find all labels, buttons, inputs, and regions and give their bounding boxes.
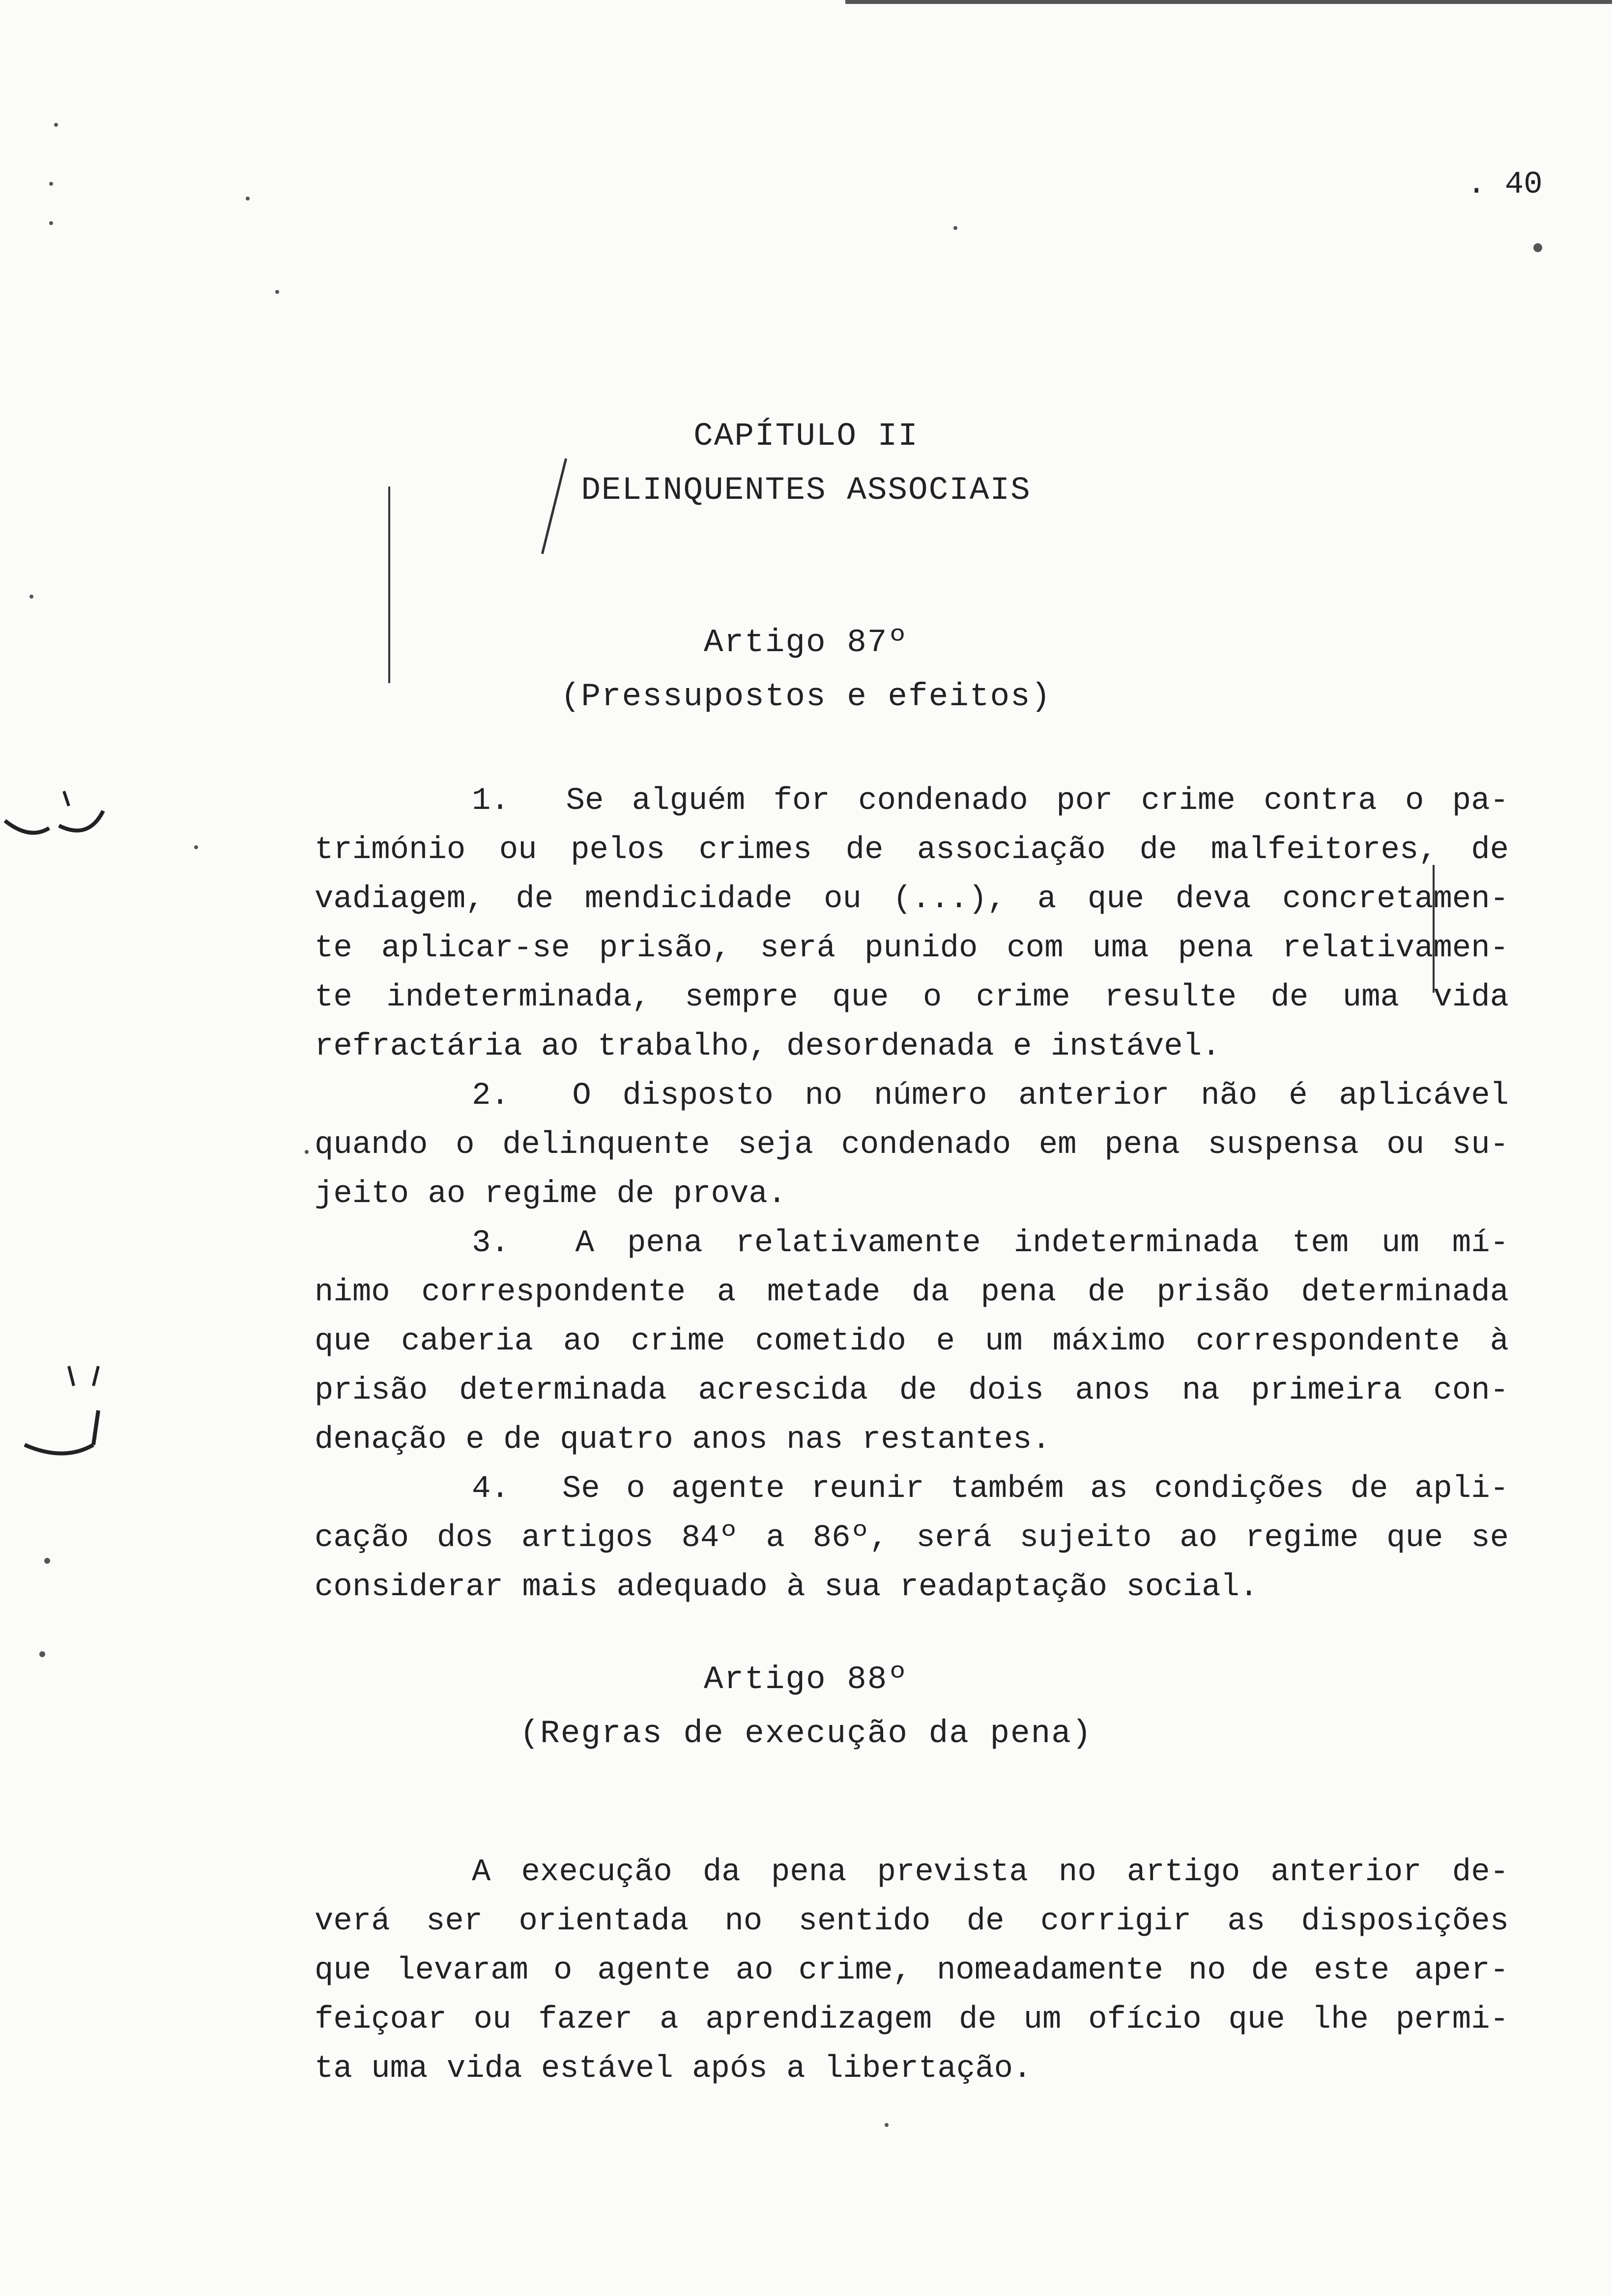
chapter-subtitle: DELINQUENTES ASSOCIAIS xyxy=(581,472,1031,509)
article-88-line: verá ser orientada no sentido de corrigir as disposições xyxy=(315,1904,1509,1939)
article-87-line: refractária ao trabalho, desordenada e instável. xyxy=(315,1029,1221,1064)
scan-speck xyxy=(54,123,58,127)
article-87-line: trimónio ou pelos crimes de associação de malfeitores, de xyxy=(315,832,1509,868)
scan-speck xyxy=(49,182,53,186)
article-87-line: te aplicar-se prisão, será punido com uma pena relativamen- xyxy=(315,931,1509,966)
scan-speck xyxy=(305,1150,309,1154)
scan-speck xyxy=(885,2123,889,2127)
article-87-title: Artigo 87º xyxy=(703,624,909,661)
article-87-line: jeito ao regime de prova. xyxy=(315,1177,787,1212)
scan-speck xyxy=(29,595,33,599)
scan-speck xyxy=(246,197,250,201)
article-88-title: Artigo 88º xyxy=(703,1661,909,1698)
margin-bracket-mark-2 xyxy=(20,1356,113,1469)
article-88-line: ta uma vida estável após a libertação. xyxy=(315,2051,1032,2087)
scan-speck xyxy=(1533,243,1542,252)
article-87-line: denação e de quatro anos nas restantes. xyxy=(315,1422,1051,1458)
article-87-subtitle: (Pressupostos e efeitos) xyxy=(560,678,1052,715)
article-87-line: 1. Se alguém for condenado por crime contra o pa- xyxy=(472,783,1509,819)
article-87-line: 3. A pena relativamente indeterminada tem um mí- xyxy=(472,1226,1509,1261)
chapter-title: CAPÍTULO II xyxy=(693,418,919,455)
article-87-line: prisão determinada acrescida de dois anos na primeira con- xyxy=(315,1373,1509,1408)
article-87-line: 4. Se o agente reunir também as condições de apli- xyxy=(472,1471,1509,1507)
scan-speck xyxy=(194,845,198,849)
scan-speck xyxy=(39,1651,45,1657)
scan-speck xyxy=(953,226,957,230)
article-87-line: 2. O disposto no número anterior não é aplicável xyxy=(472,1078,1509,1114)
article-87-line: te indeterminada, sempre que o crime resulte de uma vida xyxy=(315,980,1509,1015)
scan-speck xyxy=(275,290,279,294)
article-87-line: cação dos artigos 84º a 86º, será sujeito ao regime que se xyxy=(315,1521,1509,1556)
article-87-line: considerar mais adequado à sua readaptação social. xyxy=(315,1570,1259,1605)
article-88-subtitle: (Regras de execução da pena) xyxy=(519,1715,1093,1752)
article-87-line: nimo correspondente a metade da pena de prisão determinada xyxy=(315,1275,1509,1310)
article-88-line: feiçoar ou fazer a aprendizagem de um ofício que lhe permi- xyxy=(315,2002,1509,2038)
article-88-line: que levaram o agente ao crime, nomeadamente no de este aper- xyxy=(315,1953,1509,1988)
article-87-line: quando o delinquente seja condenado em pena suspensa ou su- xyxy=(315,1127,1509,1163)
margin-bracket-mark-1 xyxy=(0,727,113,850)
scan-speck xyxy=(49,221,53,225)
article-87-line: que caberia ao crime cometido e um máximo correspondente à xyxy=(315,1324,1509,1359)
page-number: . 40 xyxy=(1467,167,1543,202)
article-88-line: A execução da pena prevista no artigo anterior de- xyxy=(472,1855,1509,1890)
top-edge-rule xyxy=(845,0,1612,4)
article-87-line: vadiagem, de mendicidade ou (...), a que deva concretamen- xyxy=(315,882,1509,917)
scan-speck xyxy=(44,1558,50,1564)
